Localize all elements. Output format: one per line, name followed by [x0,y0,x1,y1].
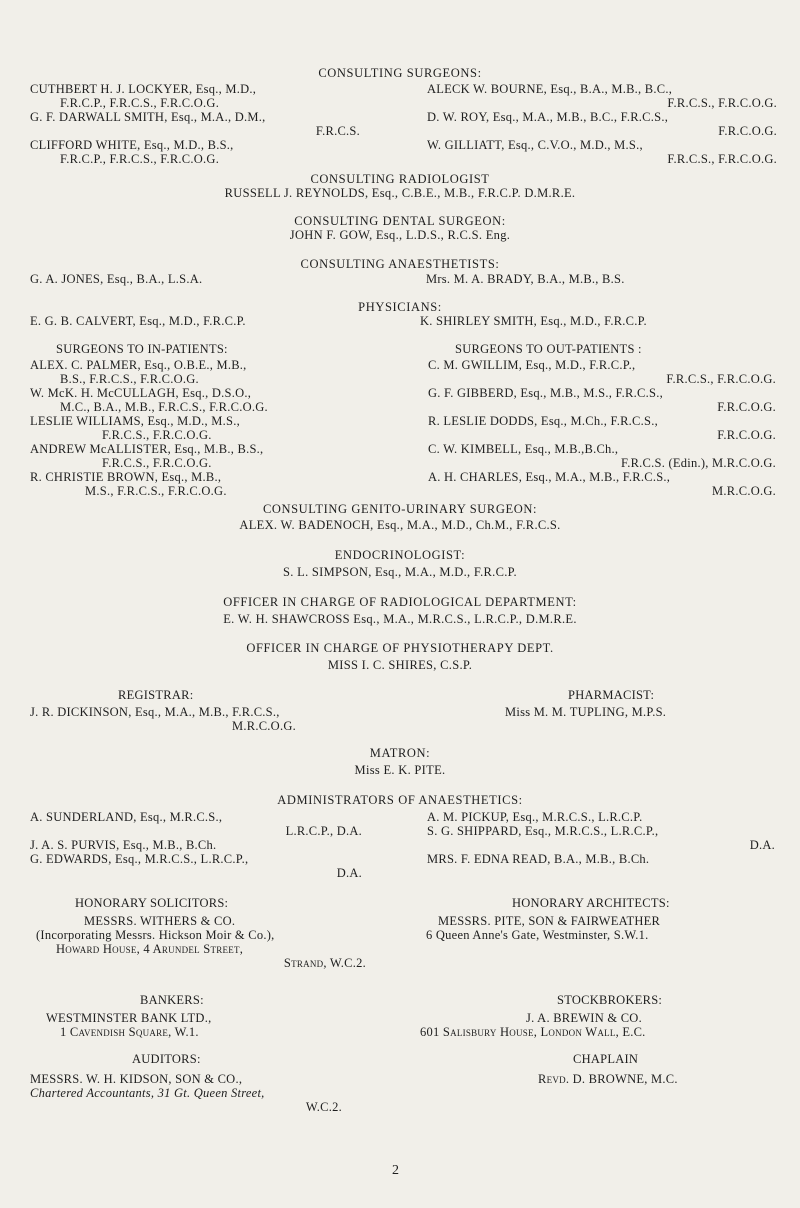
architects-entry [426,914,660,942]
entry-line: B.S., F.R.C.S., F.R.C.O.G. [60,372,199,386]
entry-line: W. GILLIATT, Esq., C.V.O., M.D., M.S., [427,138,643,152]
entry-line: F.R.C.P., F.R.C.S., F.R.C.O.G. [60,152,220,166]
entry-line: R. CHRISTIE BROWN, Esq., M.B., [30,470,222,484]
endocrinologist-heading: ENDOCRINOLOGIST: [334,548,466,562]
entry-line: L.R.C.P., D.A. [285,824,362,838]
entry-line: A. SUNDERLAND, Esq., M.R.C.S., [30,810,223,824]
administrators-heading: ADMINISTRATORS OF ANAESTHETICS: [277,793,523,807]
entry-line: A. M. PICKUP, Esq., M.R.C.S., L.R.C.P. [427,810,643,824]
entry-line: 601 Salisbury House, London Wall, E.C. [420,1025,646,1039]
administrators-left [30,810,362,880]
entry-line: G. EDWARDS, Esq., M.R.C.S., L.R.C.P., [30,852,249,866]
entry-line: CUTHBERT H. J. LOCKYER, Esq., M.D., [30,82,257,96]
chaplain-heading: CHAPLAIN [573,1052,639,1066]
auditors-heading: AUDITORS: [132,1052,201,1066]
physician-left: E. G. B. CALVERT, Esq., M.D., F.R.C.P. [30,314,246,328]
radiological-name: E. W. H. SHAWCROSS Esq., M.A., M.R.C.S., L.R.C.P., D.M.R.E. [223,612,577,626]
entry-line: W. McK. H. McCULLAGH, Esq., D.S.O., [30,386,252,400]
endocrinologist-name: S. L. SIMPSON, Esq., M.A., M.D., F.R.C.P. [283,565,517,579]
entry-line: F.R.C.P., F.R.C.S., F.R.C.O.G. [60,96,220,110]
registrar-entry [30,705,376,733]
entry-line: F.R.C.S. [315,124,360,138]
entry-line: M.R.C.O.G. [232,719,296,733]
out-patients-heading: SURGEONS TO OUT-PATIENTS : [455,342,642,356]
entry-line: Strand, W.C.2. [283,956,366,970]
pharmacist-name: Miss M. M. TUPLING, M.P.S. [505,705,667,719]
entry-line: MRS. F. EDNA READ, B.A., M.B., B.Ch. [427,852,650,866]
dental-surgeon-name: JOHN F. GOW, Esq., L.D.S., R.C.S. Eng. [289,228,511,242]
dental-surgeon-heading: CONSULTING DENTAL SURGEON: [294,214,506,228]
entry-line: F.R.C.S., F.R.C.O.G. [667,152,777,166]
genito-urinary-name: ALEX. W. BADENOCH, Esq., M.A., M.D., Ch.M., F.R.C.S. [239,518,561,532]
matron-heading: MATRON: [369,746,431,760]
out-patients-list [428,358,776,498]
stockbrokers-heading: STOCKBROKERS: [557,993,663,1007]
entry-line: Chartered Accountants, 31 Gt. Queen Street, [30,1086,265,1100]
entry-line: J. R. DICKINSON, Esq., M.A., M.B., F.R.C.S., [30,705,280,719]
consulting-radiologist-heading: CONSULTING RADIOLOGIST [310,172,490,186]
entry-line: MESSRS. PITE, SON & FAIRWEATHER [438,914,661,928]
entry-line: C. M. GWILLIM, Esq., M.D., F.R.C.P., [428,358,636,372]
in-patients-heading: SURGEONS TO IN-PATIENTS: [56,342,228,356]
entry-line: D.A. [749,838,775,852]
entry-line: MESSRS. WITHERS & CO. [84,914,236,928]
entry-line: M.R.C.O.G. [712,484,776,498]
architects-heading: HONORARY ARCHITECTS: [512,896,670,910]
chaplain-name: Revd. D. BROWNE, M.C. [538,1072,678,1086]
entry-line: F.R.C.S., F.R.C.O.G. [102,456,212,470]
entry-line: M.S., F.R.C.S., F.R.C.O.G. [85,484,227,498]
genito-urinary-heading: CONSULTING GENITO-URINARY SURGEON: [262,502,538,516]
entry-line: F.R.C.S. (Edin.), M.R.C.O.G. [621,456,776,470]
physiotherapy-name: MISS I. C. SHIRES, C.S.P. [327,658,473,672]
consulting-radiologist-name: RUSSELL J. REYNOLDS, Esq., C.B.E., M.B., F.R.C.P. D.M.R.E. [224,186,576,200]
entry-line: W.C.2. [305,1100,342,1114]
page-number: 2 [392,1163,399,1178]
entry-line: J. A. BREWIN & CO. [526,1011,642,1025]
entry-line: 6 Queen Anne's Gate, Westminster, S.W.1. [426,928,649,942]
registrar-heading: REGISTRAR: [118,688,194,702]
entry-line: D.A. [336,866,362,880]
administrators-right [427,810,775,866]
entry-line: F.R.C.S., F.R.C.O.G. [102,428,212,442]
entry-line: (Incorporating Messrs. Hickson Moir & Co.), [36,928,275,942]
entry-line: 1 Cavendish Square, W.1. [60,1025,199,1039]
entry-line: M.C., B.A., M.B., F.R.C.S., F.R.C.O.G. [60,400,268,414]
anaesthetists-heading: CONSULTING ANAESTHETISTS: [300,257,500,271]
entry-line: MESSRS. W. H. KIDSON, SON & CO., [30,1072,243,1086]
entry-line: F.R.C.S., F.R.C.O.G. [666,372,776,386]
entry-line: F.R.C.O.G. [717,428,776,442]
entry-line: Howard House, 4 Arundel Street, [56,942,244,956]
physiotherapy-heading: OFFICER IN CHARGE OF PHYSIOTHERAPY DEPT. [246,641,554,655]
entry-line: J. A. S. PURVIS, Esq., M.B., B.Ch. [30,838,217,852]
solicitors-entry [30,914,366,970]
bankers-heading: BANKERS: [140,993,204,1007]
auditors-entry [30,1072,372,1114]
entry-line: D. W. ROY, Esq., M.A., M.B., B.C., F.R.C.S., [427,110,669,124]
entry-line: ANDREW McALLISTER, Esq., M.B., B.S., [30,442,264,456]
entry-line: C. W. KIMBELL, Esq., M.B.,B.Ch., [428,442,619,456]
matron-name: Miss E. K. PITE. [354,763,446,777]
entry-line: F.R.C.O.G. [718,124,777,138]
anaesthetist-left: G. A. JONES, Esq., B.A., L.S.A. [30,272,203,286]
physicians-heading: PHYSICIANS: [358,300,442,314]
entry-line: A. H. CHARLES, Esq., M.A., M.B., F.R.C.S., [428,470,671,484]
entry-line: CLIFFORD WHITE, Esq., M.D., B.S., [30,138,234,152]
stockbrokers-entry [420,1011,782,1039]
bankers-entry [30,1011,211,1039]
entry-line: G. F. GIBBERD, Esq., M.B., M.S., F.R.C.S., [428,386,663,400]
solicitors-heading: HONORARY SOLICITORS: [75,896,229,910]
consulting-surgeons-right [427,82,777,166]
anaesthetist-right: Mrs. M. A. BRADY, B.A., M.B., B.S. [426,272,625,286]
pharmacist-heading: PHARMACIST: [568,688,655,702]
entry-line: ALEX. C. PALMER, Esq., O.B.E., M.B., [30,358,247,372]
physician-right: K. SHIRLEY SMITH, Esq., M.D., F.R.C.P. [420,314,647,328]
entry-line: ALECK W. BOURNE, Esq., B.A., M.B., B.C., [427,82,673,96]
in-patients-list [30,358,370,498]
radiological-heading: OFFICER IN CHARGE OF RADIOLOGICAL DEPARTMENT: [223,595,577,609]
entry-line: WESTMINSTER BANK LTD., [46,1011,212,1025]
entry-line: F.R.C.O.G. [717,400,776,414]
consulting-surgeons-left [30,82,360,166]
entry-line: R. LESLIE DODDS, Esq., M.Ch., F.R.C.S., [428,414,658,428]
entry-line: LESLIE WILLIAMS, Esq., M.D., M.S., [30,414,241,428]
entry-line: F.R.C.S., F.R.C.O.G. [667,96,777,110]
entry-line: G. F. DARWALL SMITH, Esq., M.A., D.M., [30,110,266,124]
entry-line: S. G. SHIPPARD, Esq., M.R.C.S., L.R.C.P., [427,824,659,838]
consulting-surgeons-heading: CONSULTING SURGEONS: [318,66,482,80]
